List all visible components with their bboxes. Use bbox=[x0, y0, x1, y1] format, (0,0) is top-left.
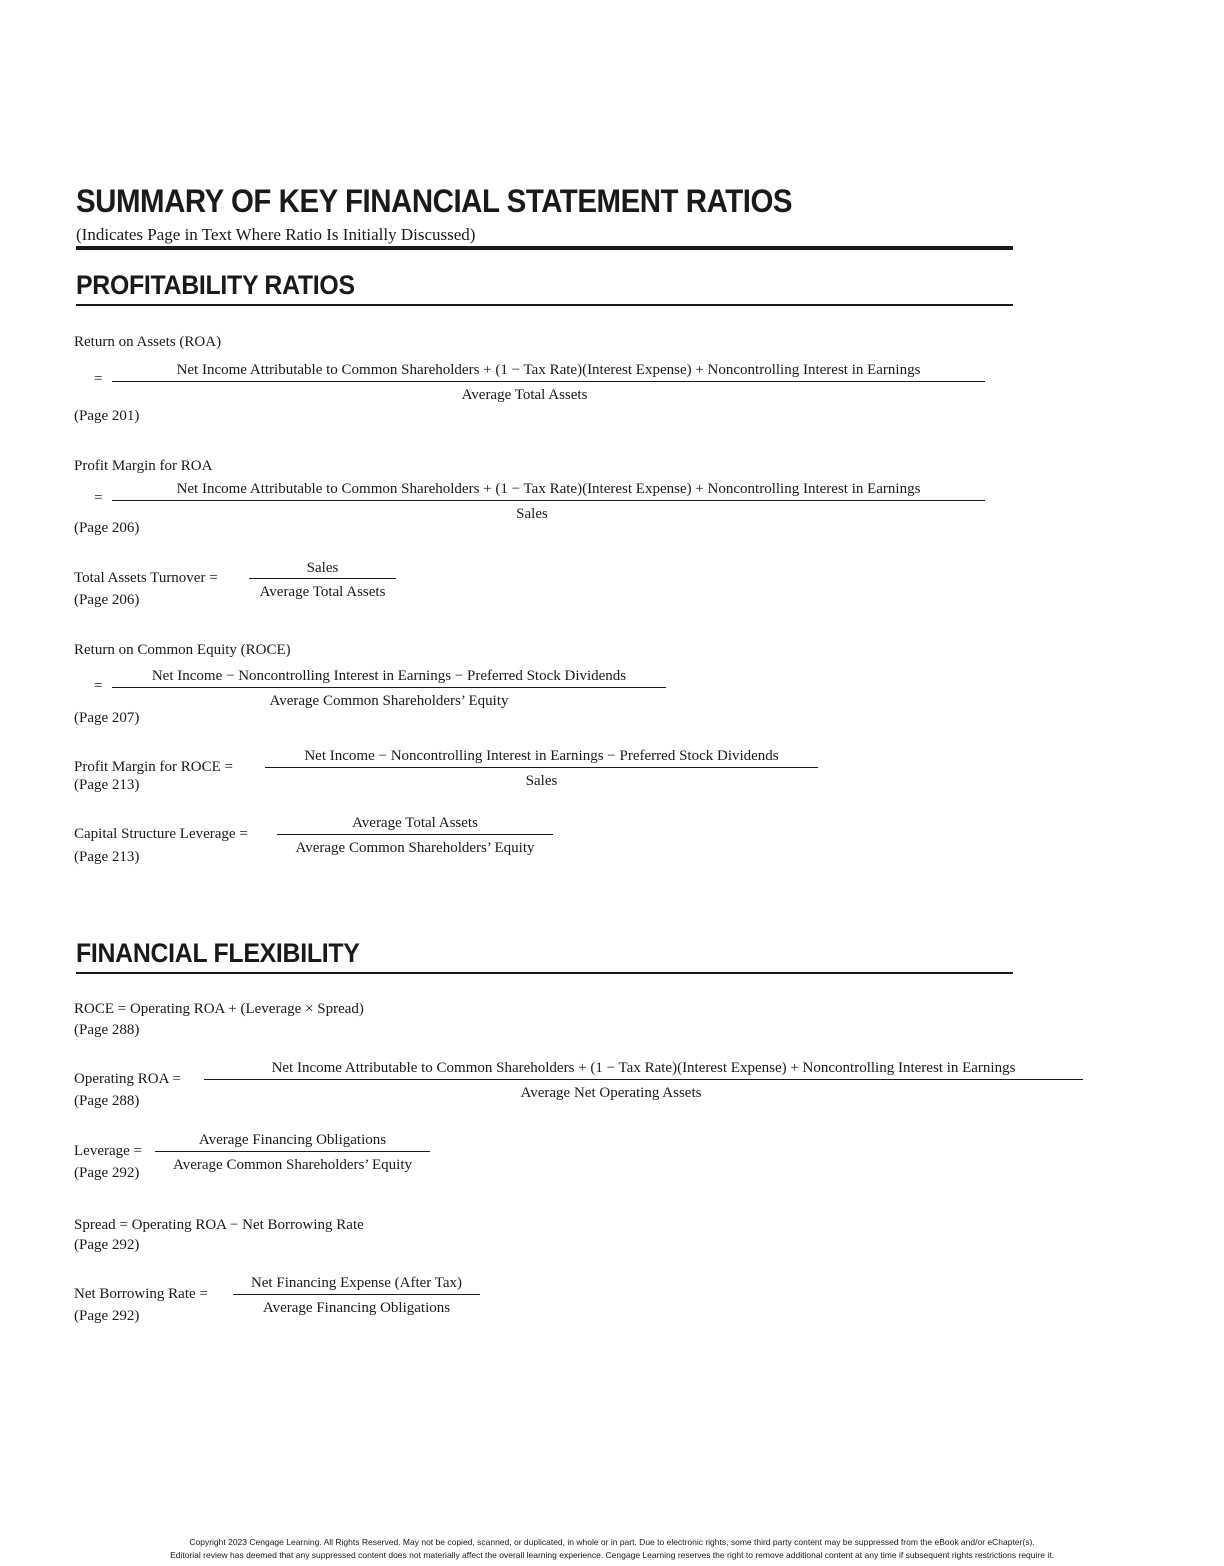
nbr-page-ref: (Page 292) bbox=[74, 1308, 140, 1324]
roa-equals: = bbox=[94, 371, 103, 387]
tat-fraction-bar bbox=[249, 578, 396, 579]
leverage-denominator: Average Common Shareholders’ Equity bbox=[173, 1157, 412, 1173]
pm-roce-page-ref: (Page 213) bbox=[74, 777, 140, 793]
pm-roce-fraction-bar bbox=[265, 767, 818, 768]
pm-roa-label: Profit Margin for ROA bbox=[74, 458, 213, 474]
leverage-fraction-bar bbox=[155, 1151, 430, 1152]
roce-equals: = bbox=[94, 678, 103, 694]
spread-text: Spread = Operating ROA − Net Borrowing Rate bbox=[74, 1217, 364, 1233]
op-roa-denominator: Average Net Operating Assets bbox=[520, 1085, 702, 1101]
roa-fraction-bar bbox=[112, 381, 985, 382]
title-rule bbox=[76, 246, 1013, 250]
roa-label: Return on Assets (ROA) bbox=[74, 334, 222, 350]
csl-fraction-bar bbox=[277, 834, 553, 835]
roce-eq-page-ref: (Page 288) bbox=[74, 1022, 140, 1038]
pm-roce-label: Profit Margin for ROCE = bbox=[74, 759, 234, 775]
pm-roa-page-ref: (Page 206) bbox=[74, 520, 140, 536]
op-roa-label: Operating ROA = bbox=[74, 1071, 181, 1087]
tat-denominator: Average Total Assets bbox=[259, 584, 386, 600]
nbr-fraction-bar bbox=[233, 1294, 480, 1295]
roce-page-ref: (Page 207) bbox=[74, 710, 140, 726]
leverage-page-ref: (Page 292) bbox=[74, 1165, 140, 1181]
section-rule-flexibility bbox=[76, 972, 1013, 974]
nbr-numerator: Net Financing Expense (After Tax) bbox=[250, 1275, 463, 1291]
section-heading-flexibility: FINANCIAL FLEXIBILITY bbox=[76, 938, 360, 968]
section-heading-profitability: PROFITABILITY RATIOS bbox=[76, 270, 355, 300]
copyright-line-1: Copyright 2023 Cengage Learning. All Rights Reserved. May not be copied, scanned, or duplicated, in whole or in part. Due to electronic rights, some third party content may be suppressed from the eBook and/or eChapter(s). bbox=[189, 1537, 1035, 1547]
page-title: SUMMARY OF KEY FINANCIAL STATEMENT RATIOS bbox=[76, 183, 793, 219]
nbr-label: Net Borrowing Rate = bbox=[74, 1286, 208, 1302]
roa-denominator: Average Total Assets bbox=[461, 387, 588, 403]
pm-roa-denominator: Sales bbox=[516, 506, 548, 522]
nbr-denominator: Average Financing Obligations bbox=[262, 1300, 451, 1316]
roce-fraction-bar bbox=[112, 687, 666, 688]
pm-roa-fraction-bar bbox=[112, 500, 985, 501]
section-rule-profitability bbox=[76, 304, 1013, 306]
op-roa-numerator: Net Income Attributable to Common Shareholders + (1 − Tax Rate)(Interest Expense) + Noncontrolling Interest in Earnings bbox=[271, 1060, 1016, 1076]
leverage-numerator: Average Financing Obligations bbox=[198, 1132, 387, 1148]
roa-page-ref: (Page 201) bbox=[74, 408, 140, 424]
tat-label: Total Assets Turnover = bbox=[74, 570, 218, 586]
spread-page-ref: (Page 292) bbox=[74, 1237, 140, 1253]
op-roa-page-ref: (Page 288) bbox=[74, 1093, 140, 1109]
csl-label: Capital Structure Leverage = bbox=[74, 826, 248, 842]
csl-page-ref: (Page 213) bbox=[74, 849, 140, 865]
leverage-label: Leverage = bbox=[74, 1143, 142, 1159]
copyright-line-2: Editorial review has deemed that any suppressed content does not materially affect the overall learning experience. Cengage Learning reserves the right to remove additional content at any time if subsequent rights restrictions require it. bbox=[170, 1550, 1054, 1560]
csl-denominator: Average Common Shareholders’ Equity bbox=[295, 840, 535, 856]
pm-roce-numerator: Net Income − Noncontrolling Interest in Earnings − Preferred Stock Dividends bbox=[304, 748, 779, 764]
csl-numerator: Average Total Assets bbox=[352, 815, 478, 831]
page-subtitle: (Indicates Page in Text Where Ratio Is Initially Discussed) bbox=[76, 225, 476, 244]
roce-eq-text: ROCE = Operating ROA + (Leverage × Spread) bbox=[74, 1001, 364, 1017]
pm-roa-equals: = bbox=[94, 490, 103, 506]
roce-label: Return on Common Equity (ROCE) bbox=[74, 642, 291, 658]
op-roa-fraction-bar bbox=[204, 1079, 1083, 1080]
roa-numerator: Net Income Attributable to Common Shareholders + (1 − Tax Rate)(Interest Expense) + Noncontrolling Interest in Earnings bbox=[176, 362, 921, 378]
roce-denominator: Average Common Shareholders’ Equity bbox=[269, 693, 509, 709]
tat-numerator: Sales bbox=[306, 560, 339, 576]
pm-roce-denominator: Sales bbox=[525, 773, 558, 789]
roce-numerator: Net Income − Noncontrolling Interest in Earnings − Preferred Stock Dividends bbox=[151, 668, 627, 684]
pm-roa-numerator: Net Income Attributable to Common Shareholders + (1 − Tax Rate)(Interest Expense) + Noncontrolling Interest in Earnings bbox=[176, 481, 921, 497]
tat-page-ref: (Page 206) bbox=[74, 592, 140, 608]
